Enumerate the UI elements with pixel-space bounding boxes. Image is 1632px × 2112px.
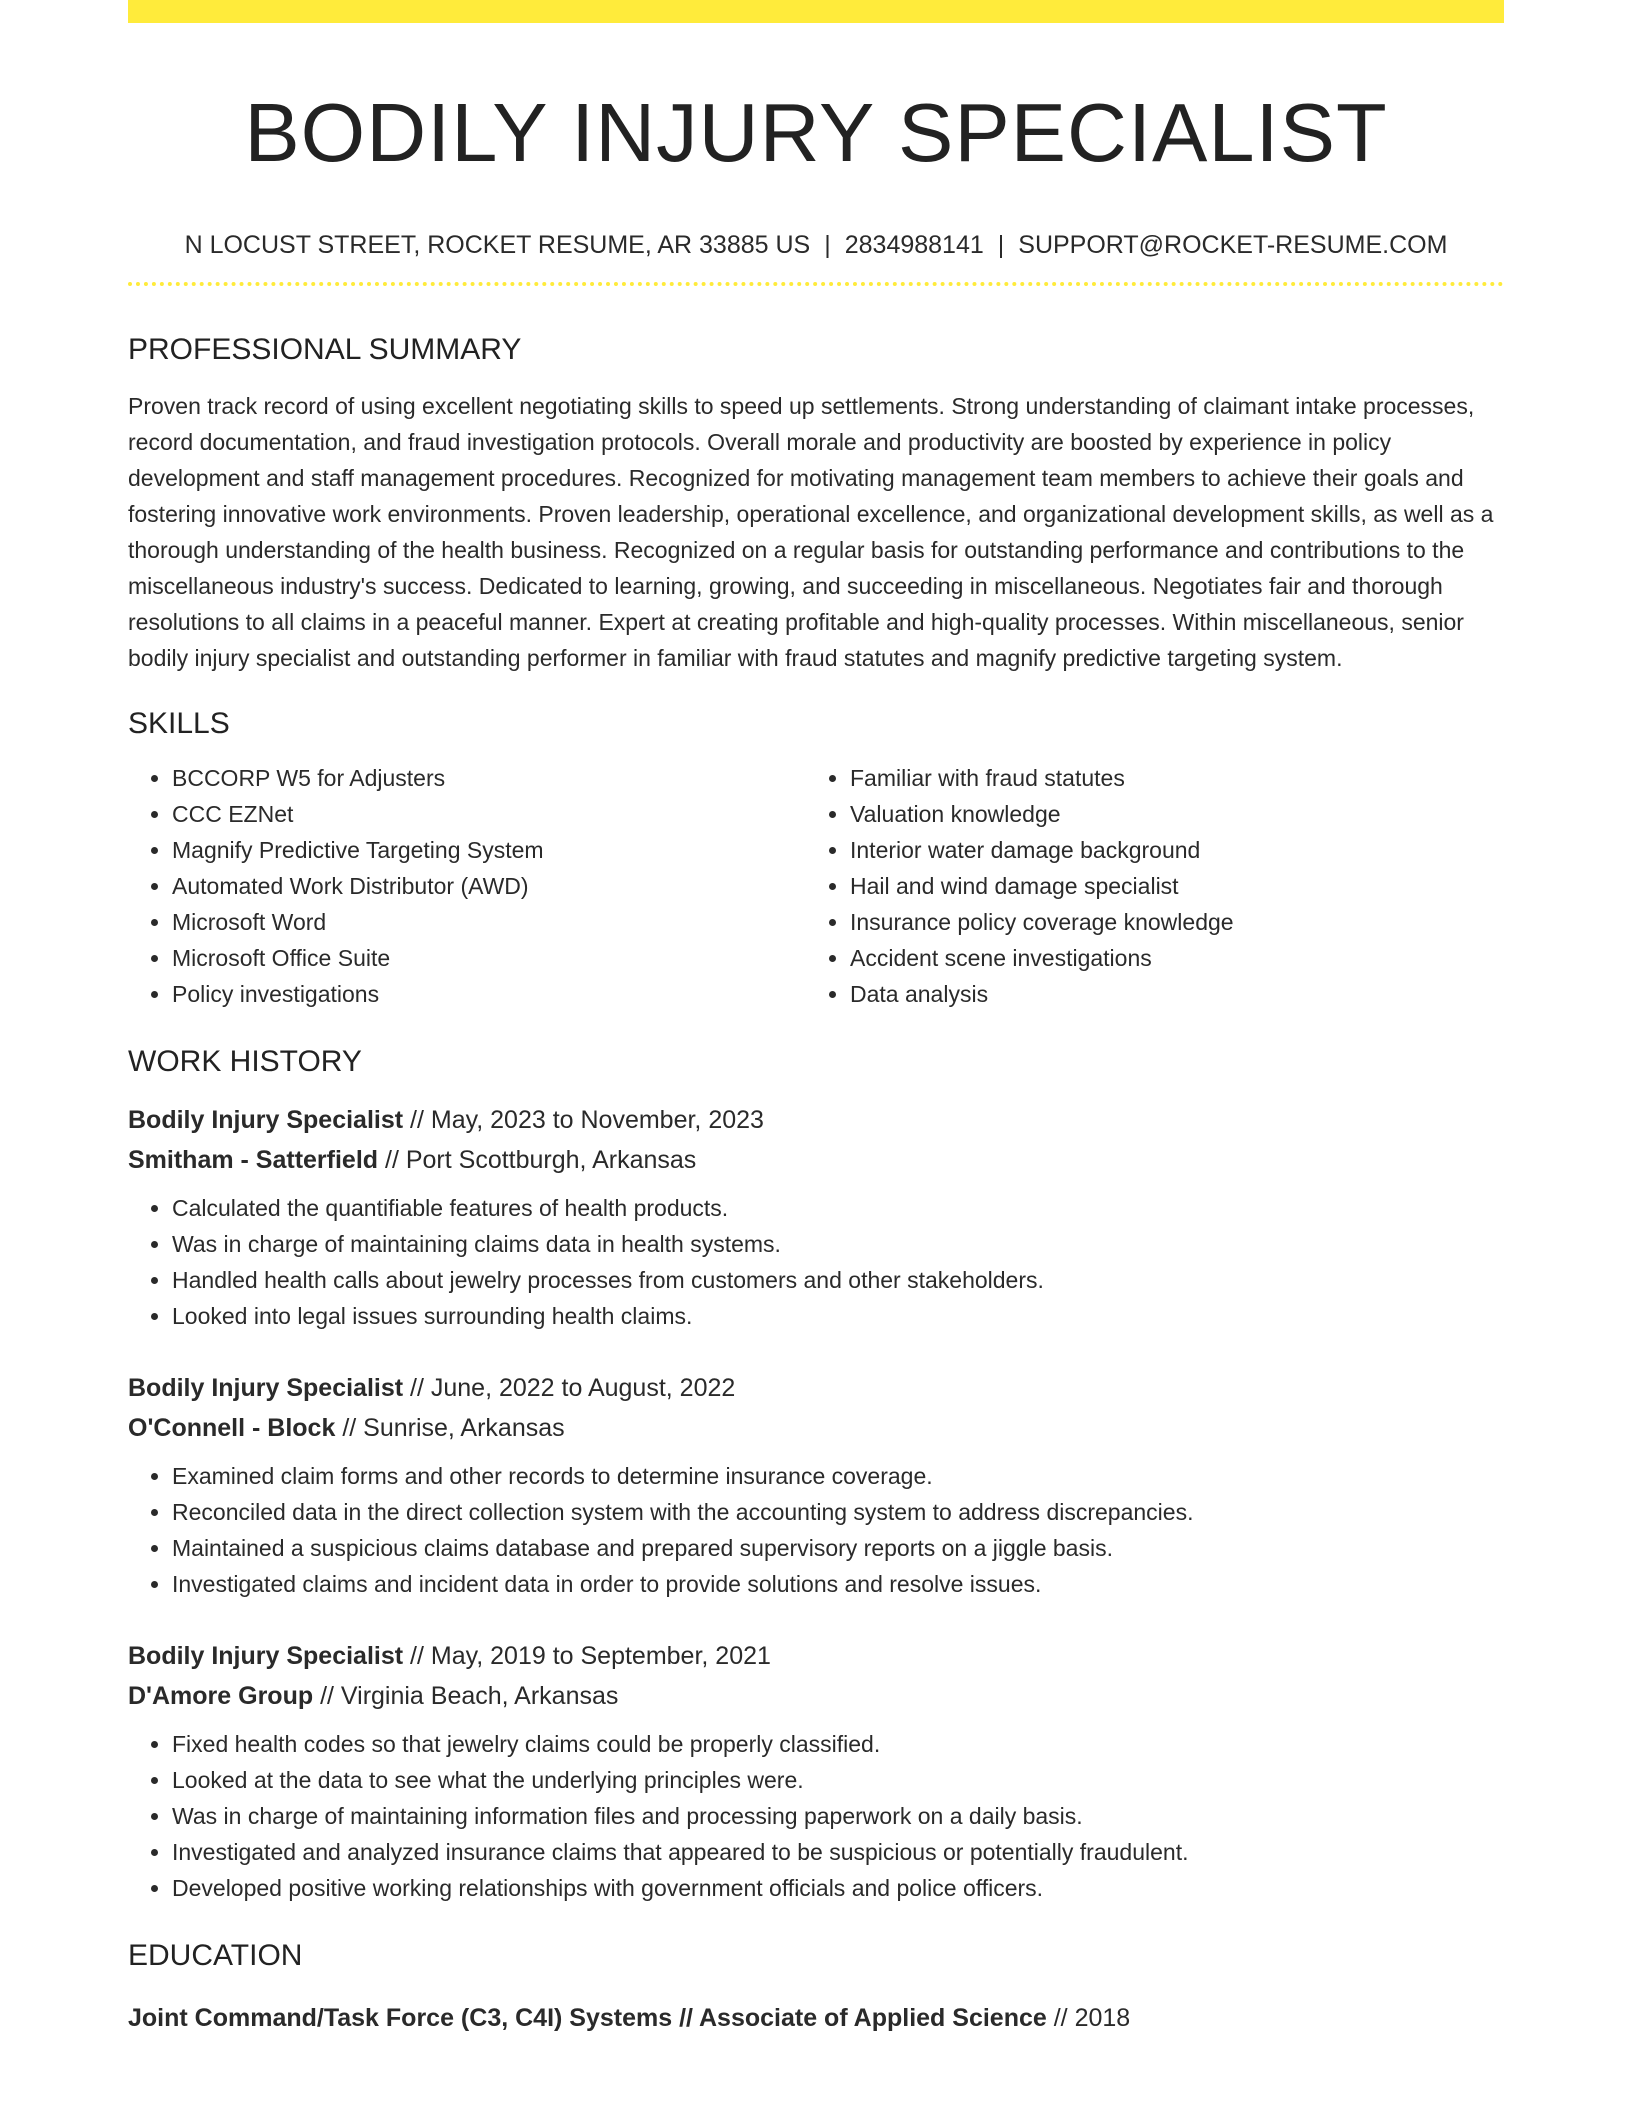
job-bullet: • Was in charge of maintaining claims data in health systems.: [172, 1226, 1504, 1262]
job-entry: [128, 1368, 1504, 1602]
contact-address: N LOCUST STREET, ROCKET RESUME, AR 33885 US: [184, 231, 811, 259]
contact-email: SUPPORT@ROCKET-RESUME.COM: [1018, 231, 1448, 259]
job-location: // Virginia Beach, Arkansas: [320, 1682, 619, 1710]
skill-item: • CCC EZNet: [172, 796, 806, 832]
job-company: Smitham - Satterfield: [128, 1146, 379, 1174]
job-company-line: [128, 1140, 1504, 1180]
resume-page: [128, 0, 1504, 2038]
skills-heading: SKILLS: [128, 707, 230, 740]
job-role: Bodily Injury Specialist: [128, 1106, 404, 1134]
job-bullet: • Maintained a suspicious claims database and prepared supervisory reports on a jiggle basis.: [172, 1530, 1504, 1566]
job-bullet: • Fixed health codes so that jewelry claims could be properly classified.: [172, 1726, 1504, 1762]
resume-title: BODILY INJURY SPECIALIST: [244, 86, 1388, 179]
education-entry: [128, 1998, 1504, 2038]
contact-separator: |: [997, 231, 1005, 259]
job-title-line: [128, 1368, 1504, 1408]
job-bullet: • Looked into legal issues surrounding health claims.: [172, 1298, 1504, 1334]
summary-text: Proven track record of using excellent negotiating skills to speed up settlements. Strong understanding of claimant intake processes, record documentation, and fraud investigation protocols. Overall morale and productivity are boosted by experience in policy development and staff management procedures. Recognized for motivating management team members to achieve their goals and fostering innovative work environments. Proven leadership, operational excellence, and organizational development skills, as well as a thorough understanding of the health business. Recognized on a regular basis for outstanding performance and contributions to the miscellaneous industry's success. Dedicated to learning, growing, and succeeding in miscellaneous. Negotiates fair and thorough resolutions to all claims in a peaceful manner. Expert at creating profitable and high-quality processes. Within miscellaneous, senior bodily injury specialist and outstanding performer in familiar with fraud statutes and magnify predictive targeting system.: [128, 393, 1494, 671]
education-heading: EDUCATION: [128, 1939, 303, 1972]
contact-phone: 2834988141: [844, 231, 984, 259]
skill-item: • Accident scene investigations: [850, 940, 1484, 976]
job-bullet: • Handled health calls about jewelry processes from customers and other stakeholders.: [172, 1262, 1504, 1298]
job-title-line: [128, 1636, 1504, 1676]
skill-item: • Insurance policy coverage knowledge: [850, 904, 1484, 940]
job-company: O'Connell - Block: [128, 1414, 336, 1442]
skill-item: • Microsoft Office Suite: [172, 940, 806, 976]
skill-item: • Interior water damage background: [850, 832, 1484, 868]
skill-item: • BCCORP W5 for Adjusters: [172, 760, 806, 796]
job-dates: // May, 2019 to September, 2021: [410, 1642, 771, 1670]
skill-item: • Automated Work Distributor (AWD): [172, 868, 806, 904]
job-bullet: • Calculated the quantifiable features of health products.: [172, 1190, 1504, 1226]
job-bullet: • Investigated claims and incident data in order to provide solutions and resolve issues.: [172, 1566, 1504, 1602]
job-bullets: [128, 1726, 1504, 1906]
job-bullet: • Was in charge of maintaining information files and processing paperwork on a daily basis.: [172, 1798, 1504, 1834]
job-company: D'Amore Group: [128, 1682, 314, 1710]
skill-item: • Microsoft Word: [172, 904, 806, 940]
education-degree: Joint Command/Task Force (C3, C4I) Systems // Associate of Applied Science: [128, 2004, 1047, 2032]
education-year: // 2018: [1053, 2004, 1131, 2032]
job-bullet: • Developed positive working relationships with government officials and police officers.: [172, 1870, 1504, 1906]
contact-separator: |: [824, 231, 831, 259]
job-bullet: • Reconciled data in the direct collection system with the accounting system to address discrepancies.: [172, 1494, 1504, 1530]
job-bullets: [128, 1458, 1504, 1602]
skill-item: • Hail and wind damage specialist: [850, 868, 1484, 904]
skill-item: • Policy investigations: [172, 976, 806, 1012]
job-dates: // June, 2022 to August, 2022: [410, 1374, 736, 1402]
job-company-line: [128, 1676, 1504, 1716]
job-location: // Sunrise, Arkansas: [342, 1414, 565, 1442]
contact-line: [128, 228, 1504, 262]
job-bullet: • Investigated and analyzed insurance claims that appeared to be suspicious or potentially fraudulent.: [172, 1834, 1504, 1870]
job-role: Bodily Injury Specialist: [128, 1374, 404, 1402]
job-title-line: [128, 1100, 1504, 1140]
summary-heading: PROFESSIONAL SUMMARY: [128, 333, 522, 366]
skills-column-left: [128, 760, 806, 1012]
skill-item: • Valuation knowledge: [850, 796, 1484, 832]
job-location: // Port Scottburgh, Arkansas: [385, 1146, 697, 1174]
job-role: Bodily Injury Specialist: [128, 1642, 404, 1670]
skill-item: • Magnify Predictive Targeting System: [172, 832, 806, 868]
job-entry: [128, 1636, 1504, 1906]
skills-list: [128, 760, 1504, 1012]
job-bullet: • Examined claim forms and other records to determine insurance coverage.: [172, 1458, 1504, 1494]
skill-item: • Data analysis: [850, 976, 1484, 1012]
job-bullets: [128, 1190, 1504, 1334]
skills-column-right: [806, 760, 1484, 1012]
accent-bar: [128, 0, 1504, 23]
dotted-divider: [128, 282, 1504, 286]
work-history-heading: WORK HISTORY: [128, 1045, 362, 1078]
job-company-line: [128, 1408, 1504, 1448]
job-dates: // May, 2023 to November, 2023: [410, 1106, 764, 1134]
job-bullet: • Looked at the data to see what the underlying principles were.: [172, 1762, 1504, 1798]
job-entry: [128, 1100, 1504, 1334]
skill-item: • Familiar with fraud statutes: [850, 760, 1484, 796]
